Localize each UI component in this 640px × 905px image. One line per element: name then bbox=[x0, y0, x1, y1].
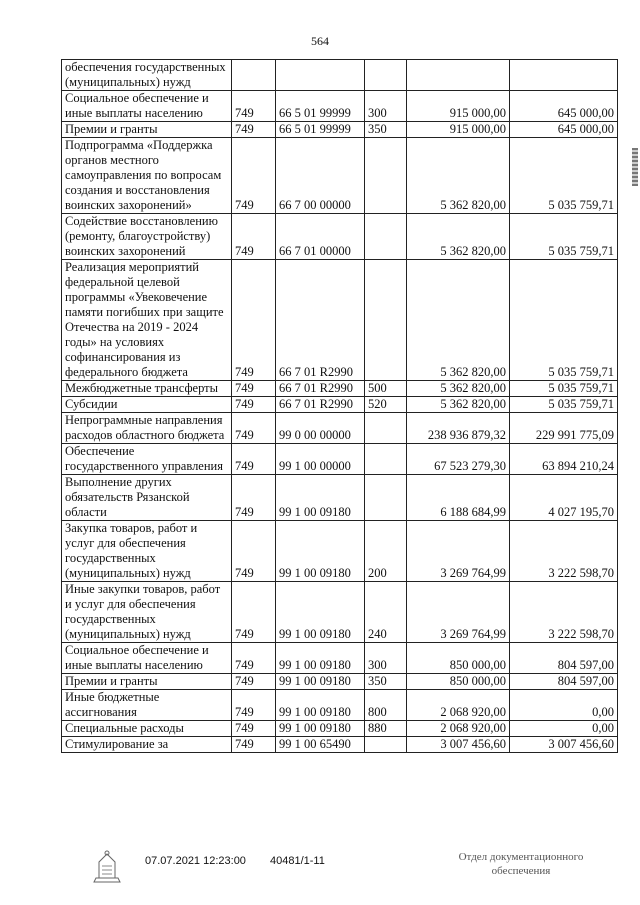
row-planned-amount-cell: 850 000,00 bbox=[407, 643, 510, 674]
row-name-cell: обеспечения государственных (муниципальных) нужд bbox=[62, 60, 232, 91]
row-name-cell: Выполнение других обязательств Рязанской области bbox=[62, 475, 232, 521]
row-target-code-cell: 66 7 01 R2990 bbox=[276, 260, 365, 381]
row-actual-amount-cell: 645 000,00 bbox=[510, 91, 618, 122]
row-expense-type-cell bbox=[365, 475, 407, 521]
table-row bbox=[62, 214, 618, 260]
row-planned-amount-cell: 915 000,00 bbox=[407, 122, 510, 138]
row-target-code-cell: 66 5 01 99999 bbox=[276, 122, 365, 138]
table-row bbox=[62, 413, 618, 444]
footer-department-line1: Отдел документационного bbox=[458, 851, 584, 863]
footer-datetime: 07.07.2021 12:23:00 bbox=[145, 855, 246, 867]
row-target-code-cell: 99 1 00 09180 bbox=[276, 643, 365, 674]
row-name-cell: Субсидии bbox=[62, 397, 232, 413]
row-ministry-code-cell: 749 bbox=[232, 138, 276, 214]
row-expense-type-cell: 500 bbox=[365, 381, 407, 397]
table-row bbox=[62, 260, 618, 381]
row-actual-amount-cell: 5 035 759,71 bbox=[510, 381, 618, 397]
table-row bbox=[62, 60, 618, 91]
row-target-code-cell: 99 1 00 09180 bbox=[276, 690, 365, 721]
row-ministry-code-cell: 749 bbox=[232, 91, 276, 122]
table-row bbox=[62, 91, 618, 122]
row-name-cell: Реализация мероприятий федеральной целевой программы «Увековечение памяти погибших при защите Отечества на 2019 - 2024 годы» на условиях софинансирования из федерального бюджета bbox=[62, 260, 232, 381]
row-target-code-cell: 99 1 00 65490 bbox=[276, 737, 365, 753]
row-expense-type-cell: 800 bbox=[365, 690, 407, 721]
row-expense-type-cell bbox=[365, 413, 407, 444]
row-target-code-cell: 66 7 01 R2990 bbox=[276, 397, 365, 413]
row-target-code-cell: 99 1 00 09180 bbox=[276, 721, 365, 737]
table-row bbox=[62, 737, 618, 753]
row-actual-amount-cell: 229 991 775,09 bbox=[510, 413, 618, 444]
row-name-cell: Закупка товаров, работ и услуг для обеспечения государственных (муниципальных) нужд bbox=[62, 521, 232, 582]
row-actual-amount-cell: 3 222 598,70 bbox=[510, 582, 618, 643]
page-number: 564 bbox=[311, 34, 329, 48]
row-target-code-cell: 99 1 00 09180 bbox=[276, 521, 365, 582]
row-ministry-code-cell: 749 bbox=[232, 721, 276, 737]
table-row bbox=[62, 381, 618, 397]
row-target-code-cell: 66 7 01 R2990 bbox=[276, 381, 365, 397]
row-name-cell: Премии и гранты bbox=[62, 122, 232, 138]
row-name-cell: Премии и гранты bbox=[62, 674, 232, 690]
row-actual-amount-cell bbox=[510, 60, 618, 91]
row-planned-amount-cell: 915 000,00 bbox=[407, 91, 510, 122]
row-actual-amount-cell: 0,00 bbox=[510, 690, 618, 721]
row-expense-type-cell: 240 bbox=[365, 582, 407, 643]
table-row bbox=[62, 444, 618, 475]
footer-department bbox=[446, 850, 596, 878]
budget-table-body bbox=[62, 60, 618, 753]
table-row bbox=[62, 521, 618, 582]
row-planned-amount-cell: 850 000,00 bbox=[407, 674, 510, 690]
row-actual-amount-cell: 4 027 195,70 bbox=[510, 475, 618, 521]
row-expense-type-cell bbox=[365, 444, 407, 475]
row-actual-amount-cell: 5 035 759,71 bbox=[510, 214, 618, 260]
row-ministry-code-cell: 749 bbox=[232, 737, 276, 753]
row-expense-type-cell bbox=[365, 60, 407, 91]
row-target-code-cell: 99 1 00 09180 bbox=[276, 582, 365, 643]
row-planned-amount-cell: 6 188 684,99 bbox=[407, 475, 510, 521]
row-expense-type-cell: 880 bbox=[365, 721, 407, 737]
row-name-cell: Межбюджетные трансферты bbox=[62, 381, 232, 397]
row-target-code-cell: 99 1 00 09180 bbox=[276, 475, 365, 521]
row-target-code-cell: 99 0 00 00000 bbox=[276, 413, 365, 444]
row-expense-type-cell bbox=[365, 260, 407, 381]
scan-edge-mark bbox=[632, 148, 638, 186]
row-planned-amount-cell: 5 362 820,00 bbox=[407, 214, 510, 260]
row-ministry-code-cell: 749 bbox=[232, 475, 276, 521]
table-row bbox=[62, 721, 618, 737]
row-expense-type-cell: 520 bbox=[365, 397, 407, 413]
row-expense-type-cell bbox=[365, 737, 407, 753]
row-expense-type-cell: 350 bbox=[365, 122, 407, 138]
row-ministry-code-cell: 749 bbox=[232, 582, 276, 643]
row-actual-amount-cell: 3 222 598,70 bbox=[510, 521, 618, 582]
row-target-code-cell bbox=[276, 60, 365, 91]
row-name-cell: Иные бюджетные ассигнования bbox=[62, 690, 232, 721]
row-planned-amount-cell: 5 362 820,00 bbox=[407, 260, 510, 381]
row-target-code-cell: 66 5 01 99999 bbox=[276, 91, 365, 122]
row-planned-amount-cell: 67 523 279,30 bbox=[407, 444, 510, 475]
row-ministry-code-cell: 749 bbox=[232, 397, 276, 413]
table-row bbox=[62, 690, 618, 721]
row-ministry-code-cell: 749 bbox=[232, 381, 276, 397]
row-planned-amount-cell: 5 362 820,00 bbox=[407, 381, 510, 397]
row-name-cell: Иные закупки товаров, работ и услуг для обеспечения государственных (муниципальных) нужд bbox=[62, 582, 232, 643]
row-target-code-cell: 99 1 00 09180 bbox=[276, 674, 365, 690]
row-ministry-code-cell: 749 bbox=[232, 413, 276, 444]
row-name-cell: Подпрограмма «Поддержка органов местного самоуправления по вопросам создания и восстановления воинских захоронений» bbox=[62, 138, 232, 214]
row-ministry-code-cell: 749 bbox=[232, 444, 276, 475]
row-planned-amount-cell: 2 068 920,00 bbox=[407, 721, 510, 737]
row-name-cell: Непрограммные направления расходов областного бюджета bbox=[62, 413, 232, 444]
row-expense-type-cell: 350 bbox=[365, 674, 407, 690]
row-target-code-cell: 99 1 00 00000 bbox=[276, 444, 365, 475]
budget-table bbox=[61, 59, 618, 753]
row-actual-amount-cell: 804 597,00 bbox=[510, 643, 618, 674]
row-actual-amount-cell: 804 597,00 bbox=[510, 674, 618, 690]
row-target-code-cell: 66 7 01 00000 bbox=[276, 214, 365, 260]
row-ministry-code-cell: 749 bbox=[232, 260, 276, 381]
row-target-code-cell: 66 7 00 00000 bbox=[276, 138, 365, 214]
row-expense-type-cell: 300 bbox=[365, 643, 407, 674]
table-row bbox=[62, 674, 618, 690]
row-name-cell: Содействие восстановлению (ремонту, благоустройству) воинских захоронений bbox=[62, 214, 232, 260]
table-row bbox=[62, 122, 618, 138]
row-actual-amount-cell: 5 035 759,71 bbox=[510, 397, 618, 413]
row-name-cell: Стимулирование за bbox=[62, 737, 232, 753]
row-expense-type-cell: 300 bbox=[365, 91, 407, 122]
table-row bbox=[62, 138, 618, 214]
row-name-cell: Социальное обеспечение и иные выплаты населению bbox=[62, 643, 232, 674]
row-actual-amount-cell: 5 035 759,71 bbox=[510, 260, 618, 381]
row-actual-amount-cell: 0,00 bbox=[510, 721, 618, 737]
row-planned-amount-cell: 5 362 820,00 bbox=[407, 138, 510, 214]
table-row bbox=[62, 475, 618, 521]
coat-of-arms-icon bbox=[90, 848, 124, 884]
row-ministry-code-cell: 749 bbox=[232, 643, 276, 674]
footer-doc-number: 40481/1-11 bbox=[270, 855, 325, 867]
footer-department-line2: обеспечения bbox=[491, 865, 551, 877]
row-name-cell: Социальное обеспечение и иные выплаты населению bbox=[62, 91, 232, 122]
row-planned-amount-cell: 2 068 920,00 bbox=[407, 690, 510, 721]
row-expense-type-cell bbox=[365, 138, 407, 214]
row-planned-amount-cell bbox=[407, 60, 510, 91]
row-ministry-code-cell: 749 bbox=[232, 674, 276, 690]
row-actual-amount-cell: 5 035 759,71 bbox=[510, 138, 618, 214]
table-row bbox=[62, 397, 618, 413]
row-planned-amount-cell: 5 362 820,00 bbox=[407, 397, 510, 413]
row-actual-amount-cell: 63 894 210,24 bbox=[510, 444, 618, 475]
row-planned-amount-cell: 3 269 764,99 bbox=[407, 582, 510, 643]
table-row bbox=[62, 643, 618, 674]
row-expense-type-cell: 200 bbox=[365, 521, 407, 582]
row-ministry-code-cell: 749 bbox=[232, 690, 276, 721]
row-ministry-code-cell: 749 bbox=[232, 214, 276, 260]
row-actual-amount-cell: 645 000,00 bbox=[510, 122, 618, 138]
row-planned-amount-cell: 3 269 764,99 bbox=[407, 521, 510, 582]
row-name-cell: Специальные расходы bbox=[62, 721, 232, 737]
row-ministry-code-cell: 749 bbox=[232, 521, 276, 582]
row-name-cell: Обеспечение государственного управления bbox=[62, 444, 232, 475]
row-planned-amount-cell: 3 007 456,60 bbox=[407, 737, 510, 753]
row-planned-amount-cell: 238 936 879,32 bbox=[407, 413, 510, 444]
row-ministry-code-cell: 749 bbox=[232, 122, 276, 138]
row-actual-amount-cell: 3 007 456,60 bbox=[510, 737, 618, 753]
table-row bbox=[62, 582, 618, 643]
row-expense-type-cell bbox=[365, 214, 407, 260]
row-ministry-code-cell bbox=[232, 60, 276, 91]
